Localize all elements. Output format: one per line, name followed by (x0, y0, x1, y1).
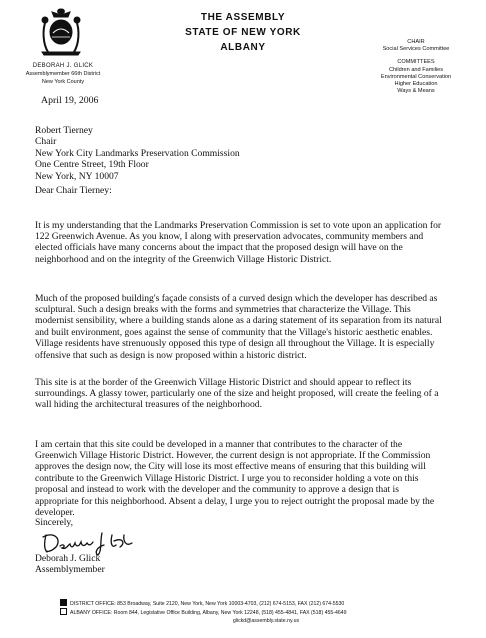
signer-name: Deborah J. Glick (35, 553, 101, 564)
signature-block (35, 553, 445, 576)
office-email: glickd@assembly.state.ny.us (232, 617, 300, 624)
district-office-row (60, 599, 460, 608)
closing: Sincerely, (35, 517, 74, 528)
committee-item: Ways & Means (397, 88, 435, 95)
address-line: Chair (35, 136, 57, 148)
committees-label: COMMITTEES (397, 59, 435, 66)
letter-paragraph: This site is at the border of the Greenwich Village Historic District and should appear to reflect its surroundings. A glassy tower, particularly one of the size and height proposed, will create the feeling of a wall hiding the architectural treasures of the neighborhood. (35, 376, 439, 411)
district-office-address: DISTRICT OFFICE: 853 Broadway, Suite 2120, New York, New York 10003-4703, (212) 674-5153, FAX (212) 674-5530 (70, 601, 345, 607)
albany-office-row (60, 608, 460, 617)
address-line: Robert Tierney (35, 125, 93, 136)
salutation: Dear Chair Tierney: (35, 185, 112, 196)
letter-paragraph: It is my understanding that the Landmarks Preservation Commission is set to vote upon an application for 122 Greenwich Avenue. As you know, I along with preservation advocates, community members and elected officials have many concerns about the impact that the proposed design will have on the neighborhood and on the integrity of the Greenwich Village Historic District. (35, 219, 442, 265)
checked-box-icon (60, 599, 67, 606)
address-line: One Centre Street, 19th Floor (35, 159, 149, 171)
albany-office-address: ALBANY OFFICE: Room 844, Legislative Office Building, Albany, New York 12248, (518) 455-4841, FAX (518) 455-4649 (70, 610, 347, 617)
chair-committee: Social Services Committee (382, 46, 450, 53)
letter-paragraph: I am certain that this site could be developed in a manner that contributes to the character of the Greenwich Village Historic District. However, the current design is not appropriate. If the Commission approves the design now, the City will lose its most effective means of ensuring that this building will contribute to the Greenwich Village Historic District. I urge you to reconsider holding a vote on this proposal and instead to work with the developer and the community to approve a design that is appropriate for this neighborhood. Absent a delay, I urge you to reject outright the proposal made by the developer. (35, 438, 435, 519)
address-line: New York City Landmarks Preservation Commission (35, 147, 240, 159)
committees-block (360, 39, 472, 95)
letter-date: April 19, 2006 (41, 95, 99, 106)
member-name: DEBORAH J. GLICK (32, 63, 94, 69)
committee-item: Environmental Conservation (380, 73, 452, 80)
chair-label: CHAIR (407, 39, 425, 45)
address-line: New York, NY 10007 (35, 170, 119, 182)
letterhead-line-2: STATE OF NEW YORK (185, 27, 301, 38)
member-title: Assemblymember 66th District (25, 71, 101, 77)
member-block (18, 62, 108, 86)
letterhead-line-3: ALBANY (220, 42, 266, 53)
member-county: New York County (41, 79, 85, 85)
recipient-address (35, 125, 445, 182)
signer-title: Assemblymember (35, 564, 105, 576)
letterhead-line-1: THE ASSEMBLY (200, 12, 286, 23)
committee-item: Children and Families (388, 66, 444, 73)
empty-box-icon (60, 608, 67, 615)
committee-item: Higher Education (394, 81, 438, 88)
letter-paragraph: Much of the proposed building's façade consists of a curved design which the developer has described as sculptural. Such a design breaks with the forms and symmetries that characterize the Village. This modernist sensibility, where a building stands alone as a daring statement of its separation from its natural and built environment, goes against the sense of community that the Village's historic aesthetic enables. Village residents have strenuously opposed this type of design all throughout the Village. It is especially offensive that such as design is now proposed within a historic district. (35, 292, 442, 361)
letterhead-footer (60, 599, 460, 625)
